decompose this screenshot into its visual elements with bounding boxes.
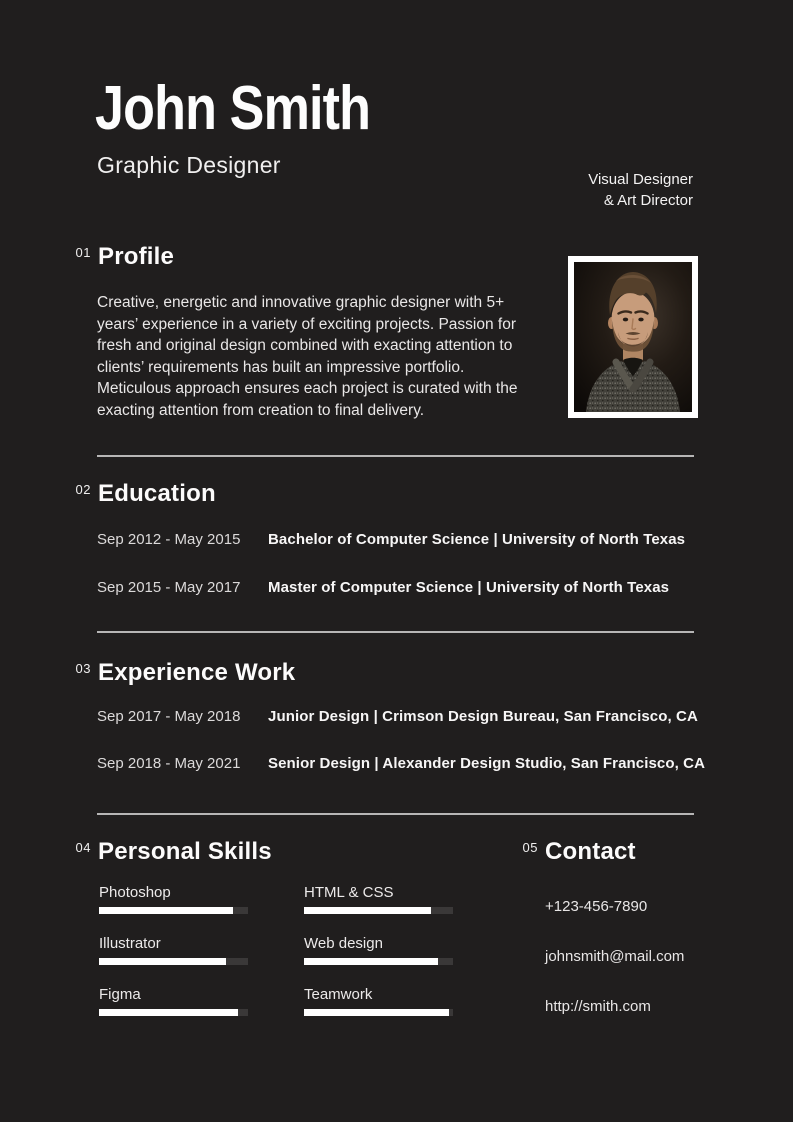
skill-item (304, 935, 453, 965)
experience-dates: Sep 2018 - May 2021 (97, 755, 241, 772)
skill-name: Teamwork (304, 986, 373, 1003)
tagline (588, 169, 693, 211)
section-divider (97, 813, 694, 815)
person-role: Graphic Designer (97, 152, 281, 178)
education-dates: Sep 2012 - May 2015 (97, 531, 241, 548)
section-title: Personal Skills (98, 838, 272, 865)
experience-row (97, 708, 698, 725)
section-number: 01 (75, 245, 91, 260)
skill-item (304, 986, 453, 1016)
contact-list (545, 898, 684, 1048)
section-number: 02 (75, 482, 91, 497)
skills-section-header (73, 839, 272, 864)
section-title: Profile (98, 243, 175, 270)
skill-item (99, 884, 248, 914)
section-number: 04 (75, 840, 91, 855)
profile-photo (568, 256, 698, 418)
skill-item (99, 986, 248, 1016)
skill-bar-track (304, 907, 453, 914)
profile-summary: Creative, energetic and innovative graphic designer with 5+ years’ experience in a variety of exciting projects. Passion for fresh and original design combined with exacting attention to clients’ requirements has built an impressive portfolio. Meticulous approach ensures each project is curated with the exacting attention from creation to final delivery. (97, 294, 518, 419)
skill-bar-fill (99, 907, 233, 914)
portrait-illustration (574, 262, 692, 412)
skill-name: Illustrator (99, 935, 161, 952)
skill-bar-track (304, 958, 453, 965)
skill-item (304, 884, 453, 914)
profile-section-header (73, 244, 174, 269)
education-row (97, 531, 685, 548)
skill-bar-track (99, 907, 248, 914)
skill-bar-fill (304, 1009, 449, 1016)
tagline-line-1: Visual Designer (588, 171, 693, 188)
education-dates: Sep 2015 - May 2017 (97, 579, 241, 596)
skill-bar-track (99, 1009, 248, 1016)
education-section-header (73, 481, 216, 506)
education-row (97, 579, 669, 596)
person-name: John Smith (95, 74, 371, 143)
skill-bar-track (304, 1009, 453, 1016)
section-title: Contact (545, 838, 636, 865)
contact-website: http://smith.com (545, 998, 651, 1015)
skill-item (99, 935, 248, 965)
experience-row (97, 755, 705, 772)
section-title: Education (98, 480, 216, 507)
skill-bar-fill (304, 958, 438, 965)
experience-description: Junior Design | Crimson Design Bureau, San Francisco, CA (268, 708, 698, 725)
skill-bar-fill (99, 1009, 238, 1016)
experience-dates: Sep 2017 - May 2018 (97, 708, 241, 725)
section-divider (97, 455, 694, 457)
section-number: 03 (75, 661, 91, 676)
experience-section-header (73, 660, 295, 685)
contact-phone: +123-456-7890 (545, 898, 648, 915)
skill-name: Web design (304, 935, 383, 952)
skill-name: Figma (99, 986, 141, 1003)
section-number: 05 (522, 840, 538, 855)
section-title: Experience Work (98, 659, 296, 686)
skills-grid (99, 884, 453, 1016)
education-description: Bachelor of Computer Science | University of North Texas (268, 531, 686, 548)
tagline-line-2: & Art Director (603, 192, 693, 209)
skill-bar-track (99, 958, 248, 965)
skill-bar-fill (304, 907, 431, 914)
section-divider (97, 631, 694, 633)
contact-section-header (520, 839, 636, 864)
education-description: Master of Computer Science | University of North Texas (268, 579, 670, 596)
skill-name: HTML & CSS (304, 884, 394, 901)
skill-bar-fill (99, 958, 226, 965)
experience-description: Senior Design | Alexander Design Studio, San Francisco, CA (268, 755, 706, 772)
contact-email: johnsmith@mail.com (545, 948, 685, 965)
skill-name: Photoshop (99, 884, 171, 901)
